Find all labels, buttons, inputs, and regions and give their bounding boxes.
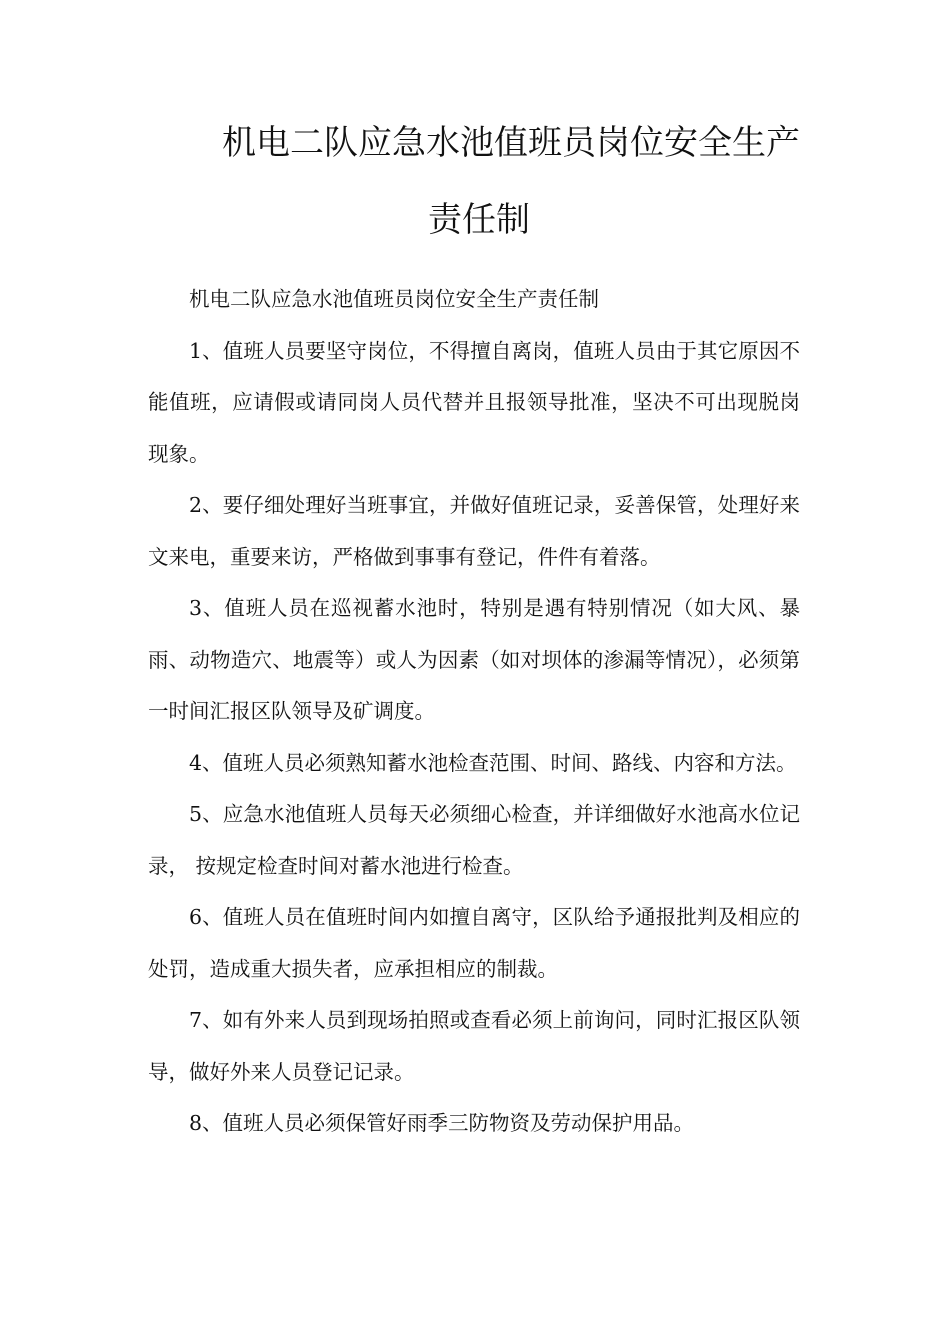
document-title-line-2: 责任制	[428, 200, 530, 240]
responsibility-item-2: 2、要仔细处理好当班事宜，并做好值班记录，妥善保管，处理好来文来电，重要来访，严格做到事事有登记，件件有着落。	[148, 493, 800, 569]
responsibility-item-7: 7、如有外来人员到现场拍照或查看必须上前询问，同时汇报区队领导，做好外来人员登记记录。	[148, 1008, 800, 1084]
responsibility-item-4: 4、值班人员必须熟知蓄水池检查范围、时间、路线、内容和方法。	[189, 750, 797, 775]
responsibility-item-6: 6、值班人员在值班时间内如擅自离守，区队给予通报批判及相应的处罚，造成重大损失者，应承担相应的制裁。	[148, 905, 800, 981]
document-body	[148, 274, 800, 1150]
responsibility-item-3: 3、值班人员在巡视蓄水池时，特别是遇有特别情况（如大风、暴雨、动物造穴、地震等）或人为因素（如对坝体的渗漏等情况），必须第一时间汇报区队领导及矿调度。	[148, 596, 800, 723]
responsibility-item-1: 1、值班人员要坚守岗位，不得擅自离岗，值班人员由于其它原因不能值班，应请假或请同岗人员代替并且报领导批准，坚决不可出现脱岗现象。	[148, 338, 800, 466]
responsibility-item-5: 5、应急水池值班人员每天必须细心检查，并详细做好水池高水位记录， 按规定检查时间对蓄水池进行检查。	[148, 802, 800, 878]
document-title-line-1: 机电二队应急水池值班员岗位安全生产	[222, 123, 800, 163]
document-subtitle: 机电二队应急水池值班员岗位安全生产责任制	[189, 287, 599, 311]
responsibility-item-8: 8、值班人员必须保管好雨季三防物资及劳动保护用品。	[189, 1111, 695, 1135]
